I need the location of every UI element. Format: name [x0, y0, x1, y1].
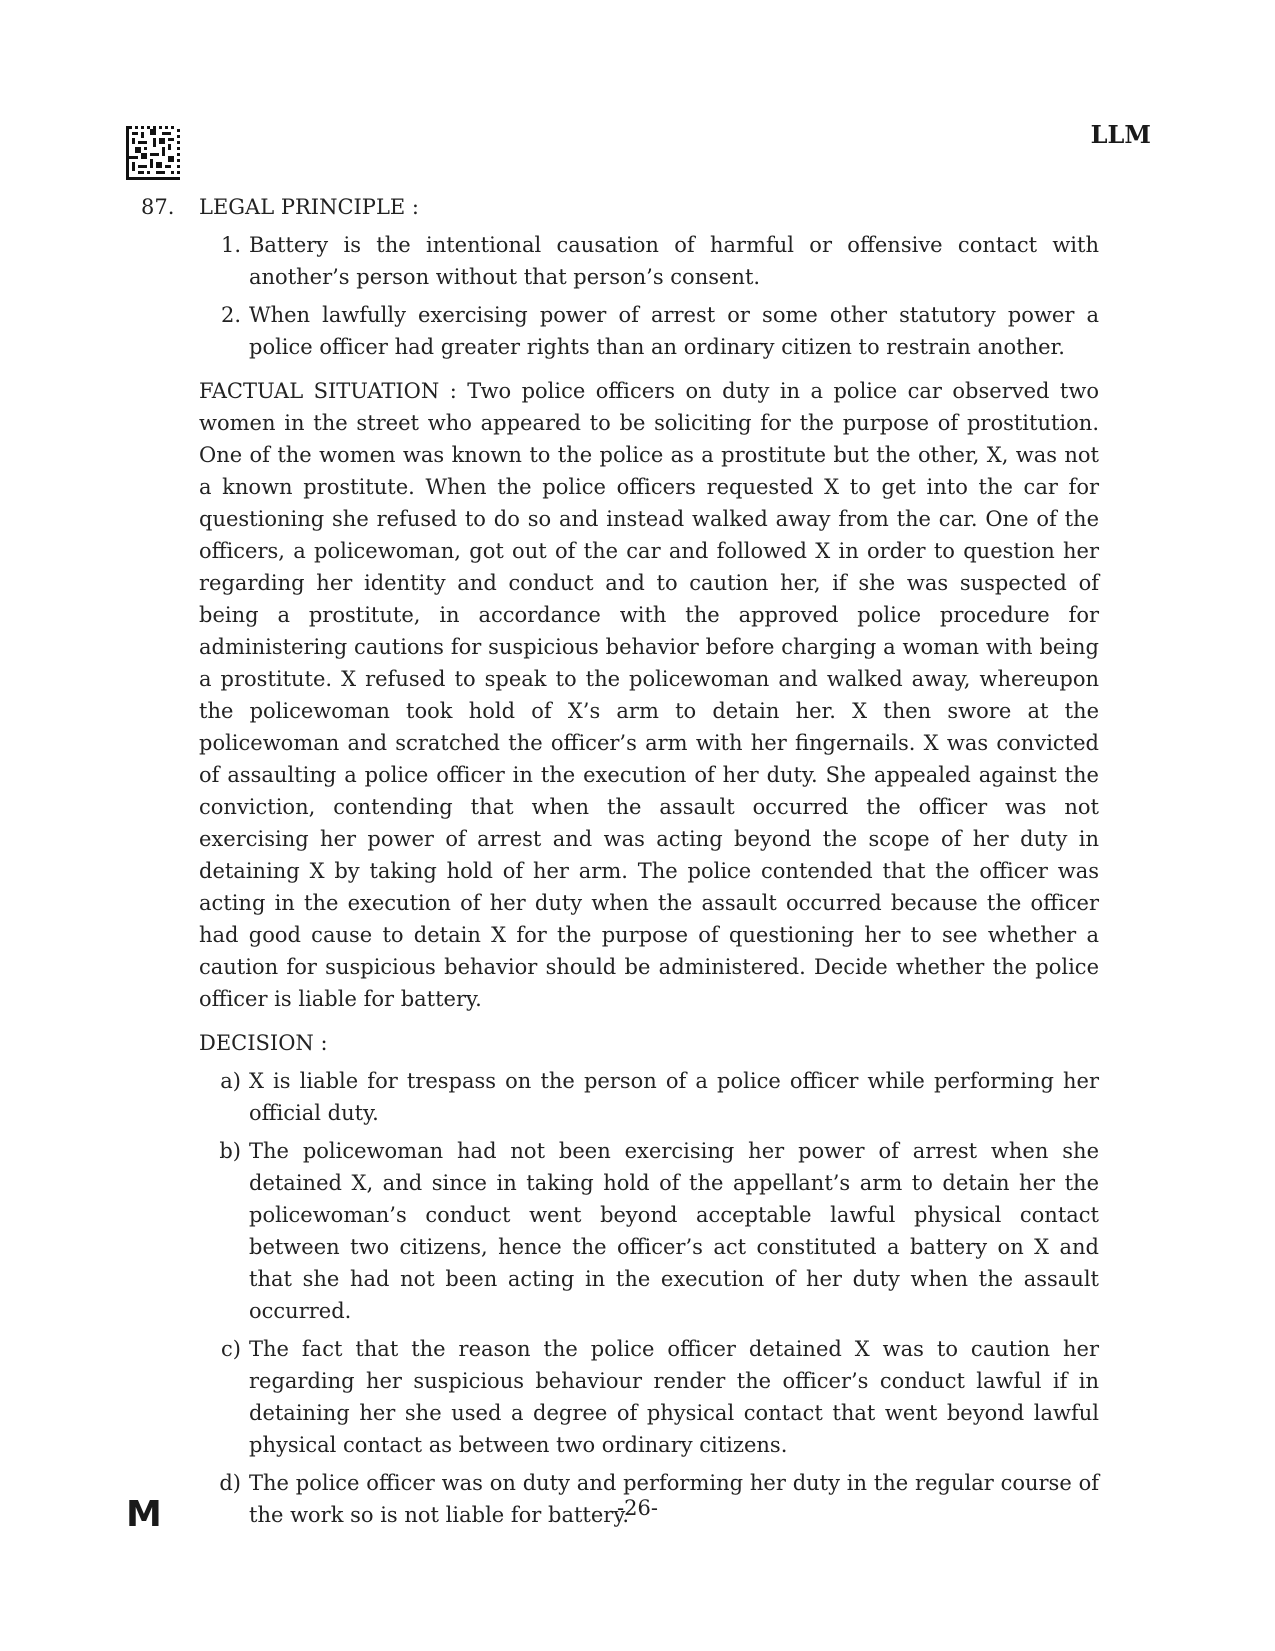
question-number: 87. [141, 195, 175, 219]
answer-options [199, 1065, 1099, 1531]
principle-list [199, 229, 1099, 363]
option-marker: c) [221, 1337, 241, 1361]
option-text: The policewoman had not been exercising her power of arrest when she detained X, and since in taking hold of the appellant’s arm to detain her the policewoman’s conduct went beyond acceptable lawful physical contact between two citizens, hence the officer’s act constituted a battery on X and that she had not been acting in the execution of her duty when the assault occurred. [249, 1139, 1099, 1323]
legal-principle-heading: LEGAL PRINCIPLE : [199, 195, 419, 219]
option-marker: d) [219, 1471, 241, 1495]
option-text: The fact that the reason the police officer detained X was to caution her regarding her suspicious behaviour render the officer’s conduct lawful if in detaining her she used a degree of physical contact that went beyond lawful physical contact as between two ordinary citizens. [249, 1337, 1099, 1457]
principle-text: Battery is the intentional causation of harmful or offensive contact with another’s person without that person’s consent. [249, 233, 1099, 289]
option-marker: a) [220, 1069, 241, 1093]
answer-option-b[interactable] [199, 1135, 1099, 1327]
principle-marker: 1. [220, 233, 241, 257]
principle-text: When lawfully exercising power of arrest or some other statutory power a police officer had greater rights than an ordinary citizen to restrain another. [249, 303, 1099, 359]
decision-heading: DECISION : [199, 1031, 328, 1055]
subject-code: LLM [1090, 120, 1151, 149]
principle-item [199, 299, 1099, 363]
answer-option-a[interactable] [199, 1065, 1099, 1129]
answer-option-c[interactable] [199, 1333, 1099, 1461]
question-body [199, 191, 1099, 1543]
datamatrix-code-icon [126, 126, 180, 180]
option-text: The police officer was on duty and performing her duty in the regular course of the work so is not liable for battery. [249, 1471, 1099, 1527]
booklet-series: M [126, 1494, 162, 1535]
page-number: -26- [617, 1496, 658, 1520]
option-marker: b) [219, 1139, 241, 1163]
factual-situation: FACTUAL SITUATION : Two police officers on duty in a police car observed two women in the street who appeared to be soliciting for the purpose of prostitution. One of the women was known to the police as a prostitute but the other, X, was not a known prostitute. When the police officers requested X to get into the car for questioning she refused to do so and instead walked away from the car. One of the officers, a policewoman, got out of the car and followed X in order to question her regarding her identity and conduct and to caution her, if she was suspected of being a prostitute, in accordance with the approved police procedure for administering cautions for suspicious behavior before charging a woman with being a prostitute. X refused to speak to the policewoman and walked away, whereupon the policewoman took hold of X’s arm to detain her. X then swore at the policewoman and scratched the officer’s arm with her fingernails. X was convicted of assaulting a police officer in the execution of her duty. She appealed against the conviction, contending that when the assault occurred the officer was not exercising her power of arrest and was acting beyond the scope of her duty in detaining X by taking hold of her arm. The police contended that the officer was acting in the execution of her duty when the assault occurred because the officer had good cause to detain X for the purpose of questioning her to see whether a caution for suspicious behavior should be administered. Decide whether the police officer is liable for battery. [199, 379, 1099, 1011]
principle-item [199, 229, 1099, 293]
principle-marker: 2. [220, 303, 241, 327]
option-text: X is liable for trespass on the person of a police officer while performing her official duty. [249, 1069, 1099, 1125]
